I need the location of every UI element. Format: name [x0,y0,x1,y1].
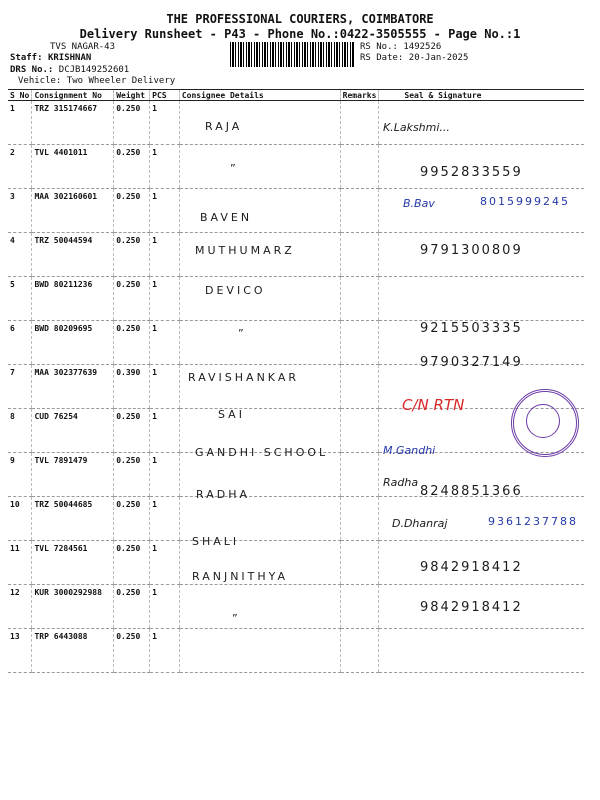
staff-label: Staff: [10,53,43,63]
rs-date-line [360,53,468,63]
remarks-cell [340,497,379,541]
handwritten-phone-number: 9842918412 [420,600,523,615]
remarks-cell [340,101,379,145]
drs-label: DRS No.: [10,65,54,75]
staff-name: KRISHNAN [47,53,92,63]
handwritten-consignee-name: DEVICO [205,284,266,297]
handwritten-consignee-name: ” [232,612,241,625]
handwritten-consignee-name: MUTHUMARZ [195,244,295,257]
vehicle-line [18,76,175,86]
remarks-cell [340,277,379,321]
pcs-cell: 1 [150,585,180,629]
weight-cell: 0.250 [114,321,150,365]
handwritten-phone-number: 9790327149 [420,355,523,370]
consignment-number: KUR 3000292988 [32,585,114,629]
consignee-details-cell [179,629,340,673]
handwritten-signature: B.Bav [403,197,435,210]
handwritten-signature: Radha [383,476,419,489]
handwritten-consignee-name: ” [230,162,239,175]
weight-cell: 0.390 [114,365,150,409]
weight-cell: 0.250 [114,233,150,277]
runsheet-barcode [230,42,355,67]
seal-signature-cell [379,629,584,673]
rs-number: 1492526 [403,42,442,52]
handwritten-phone-number: 9791300809 [420,243,523,258]
consignment-number: TVL 4401011 [32,145,114,189]
handwritten-phone-number: 9842918412 [420,560,523,575]
table-header-row [8,90,584,101]
drs-line [10,65,129,75]
weight-cell: 0.250 [114,409,150,453]
pcs-cell: 1 [150,145,180,189]
remarks-cell [340,321,379,365]
weight-cell: 0.250 [114,277,150,321]
seal-stamp [511,389,579,457]
pcs-cell: 1 [150,541,180,585]
sno-cell: 5 [8,277,32,321]
weight-cell: 0.250 [114,541,150,585]
col-header-sno: S No [8,90,32,101]
handwritten-consignee-name: RAVISHANKAR [188,371,299,384]
remarks-cell [340,541,379,585]
handwritten-phone-number: 8248851366 [420,484,523,499]
pcs-cell: 1 [150,189,180,233]
handwritten-phone-number: 9952833559 [420,165,523,180]
pcs-cell: 1 [150,629,180,673]
vehicle-type: Two Wheeler Delivery [66,76,176,86]
col-header-weight: Weight [114,90,150,101]
sno-cell: 8 [8,409,32,453]
sno-cell: 7 [8,365,32,409]
sno-cell: 3 [8,189,32,233]
seal-stamp-center [526,404,560,438]
staff-line [10,53,91,63]
handwritten-phone-number: 9215503335 [420,321,523,336]
weight-cell: 0.250 [114,145,150,189]
handwritten-consignee-name: RANJNITHYA [192,570,289,583]
consignment-number: BWD 80211236 [32,277,114,321]
sno-cell: 12 [8,585,32,629]
handwritten-consignee-name: BAVEN [200,211,253,224]
table-row [8,277,584,321]
remarks-cell [340,189,379,233]
handwritten-phone-number: 8015999245 [480,195,570,208]
consignment-number: CUD 76254 [32,409,114,453]
consignee-details-cell [179,585,340,629]
rs-number-line [360,42,441,52]
handwritten-consignee-name: SAI [218,408,245,421]
drs-number: DCJB149252601 [58,65,130,75]
consignee-details-cell [179,145,340,189]
pcs-cell: 1 [150,233,180,277]
seal-signature-cell [379,277,584,321]
handwritten-phone-number: 9361237788 [488,515,578,528]
rs-date: 20-Jan-2025 [408,53,469,63]
weight-cell: 0.250 [114,453,150,497]
col-header-remarks: Remarks [340,90,379,101]
consignee-details-cell [179,101,340,145]
sno-cell: 13 [8,629,32,673]
remarks-cell [340,145,379,189]
handwritten-consignee-name: GANDHI SCHOOL [195,446,329,459]
handwritten-consignee-name: SHALI [192,535,240,548]
consignment-number: TRZ 50044594 [32,233,114,277]
table-row [8,101,584,145]
pcs-cell: 1 [150,101,180,145]
remarks-cell [340,453,379,497]
weight-cell: 0.250 [114,585,150,629]
col-header-consignment: Consignment No [32,90,114,101]
consignment-number: TVL 7891479 [32,453,114,497]
consignee-details-cell [179,497,340,541]
handwritten-signature: D.Dhanraj [392,517,448,530]
pcs-cell: 1 [150,409,180,453]
sno-cell: 10 [8,497,32,541]
consignment-number: TRP 6443088 [32,629,114,673]
weight-cell: 0.250 [114,629,150,673]
handwritten-signature: C/N RTN [402,396,465,414]
col-header-consignee: Consignee Details [179,90,340,101]
pcs-cell: 1 [150,453,180,497]
remarks-cell [340,233,379,277]
weight-cell: 0.250 [114,101,150,145]
consignment-number: TVL 7284561 [32,541,114,585]
remarks-cell [340,629,379,673]
pcs-cell: 1 [150,497,180,541]
consignment-number: MAA 302377639 [32,365,114,409]
sno-cell: 1 [8,101,32,145]
consignment-number: TRZ 315174667 [32,101,114,145]
weight-cell: 0.250 [114,189,150,233]
weight-cell: 0.250 [114,497,150,541]
sno-cell: 11 [8,541,32,585]
consignment-number: MAA 302160601 [32,189,114,233]
pcs-cell: 1 [150,321,180,365]
document-title: THE PROFESSIONAL COURIERS, COIMBATORE [166,12,434,26]
handwritten-consignee-name: ” [238,327,247,340]
col-header-pcs: PCS [150,90,180,101]
pcs-cell: 1 [150,277,180,321]
handwritten-signature: K.Lakshmi... [383,121,450,134]
vehicle-label: Vehicle: [18,76,62,86]
table-row [8,629,584,673]
consignment-number: TRZ 50044685 [32,497,114,541]
remarks-cell [340,585,379,629]
pcs-cell: 1 [150,365,180,409]
col-header-seal-signature: Seal & Signature [379,90,584,101]
sno-cell: 4 [8,233,32,277]
runsheet-subtitle: Delivery Runsheet - P43 - Phone No.:0422-3505555 - Page No.:1 [79,27,521,41]
handwritten-consignee-name: RADHA [196,488,250,501]
consignment-number: BWD 80209695 [32,321,114,365]
consignee-details-cell [179,321,340,365]
handwritten-consignee-name: RAJA [205,120,243,133]
remarks-cell [340,409,379,453]
sno-cell: 9 [8,453,32,497]
branch-name: TVS NAGAR-43 [50,42,116,52]
rs-number-label: RS No.: [360,42,398,52]
sno-cell: 2 [8,145,32,189]
sno-cell: 6 [8,321,32,365]
rs-date-label: RS Date: [360,53,404,63]
handwritten-signature: M.Gandhi [383,444,436,457]
remarks-cell [340,365,379,409]
